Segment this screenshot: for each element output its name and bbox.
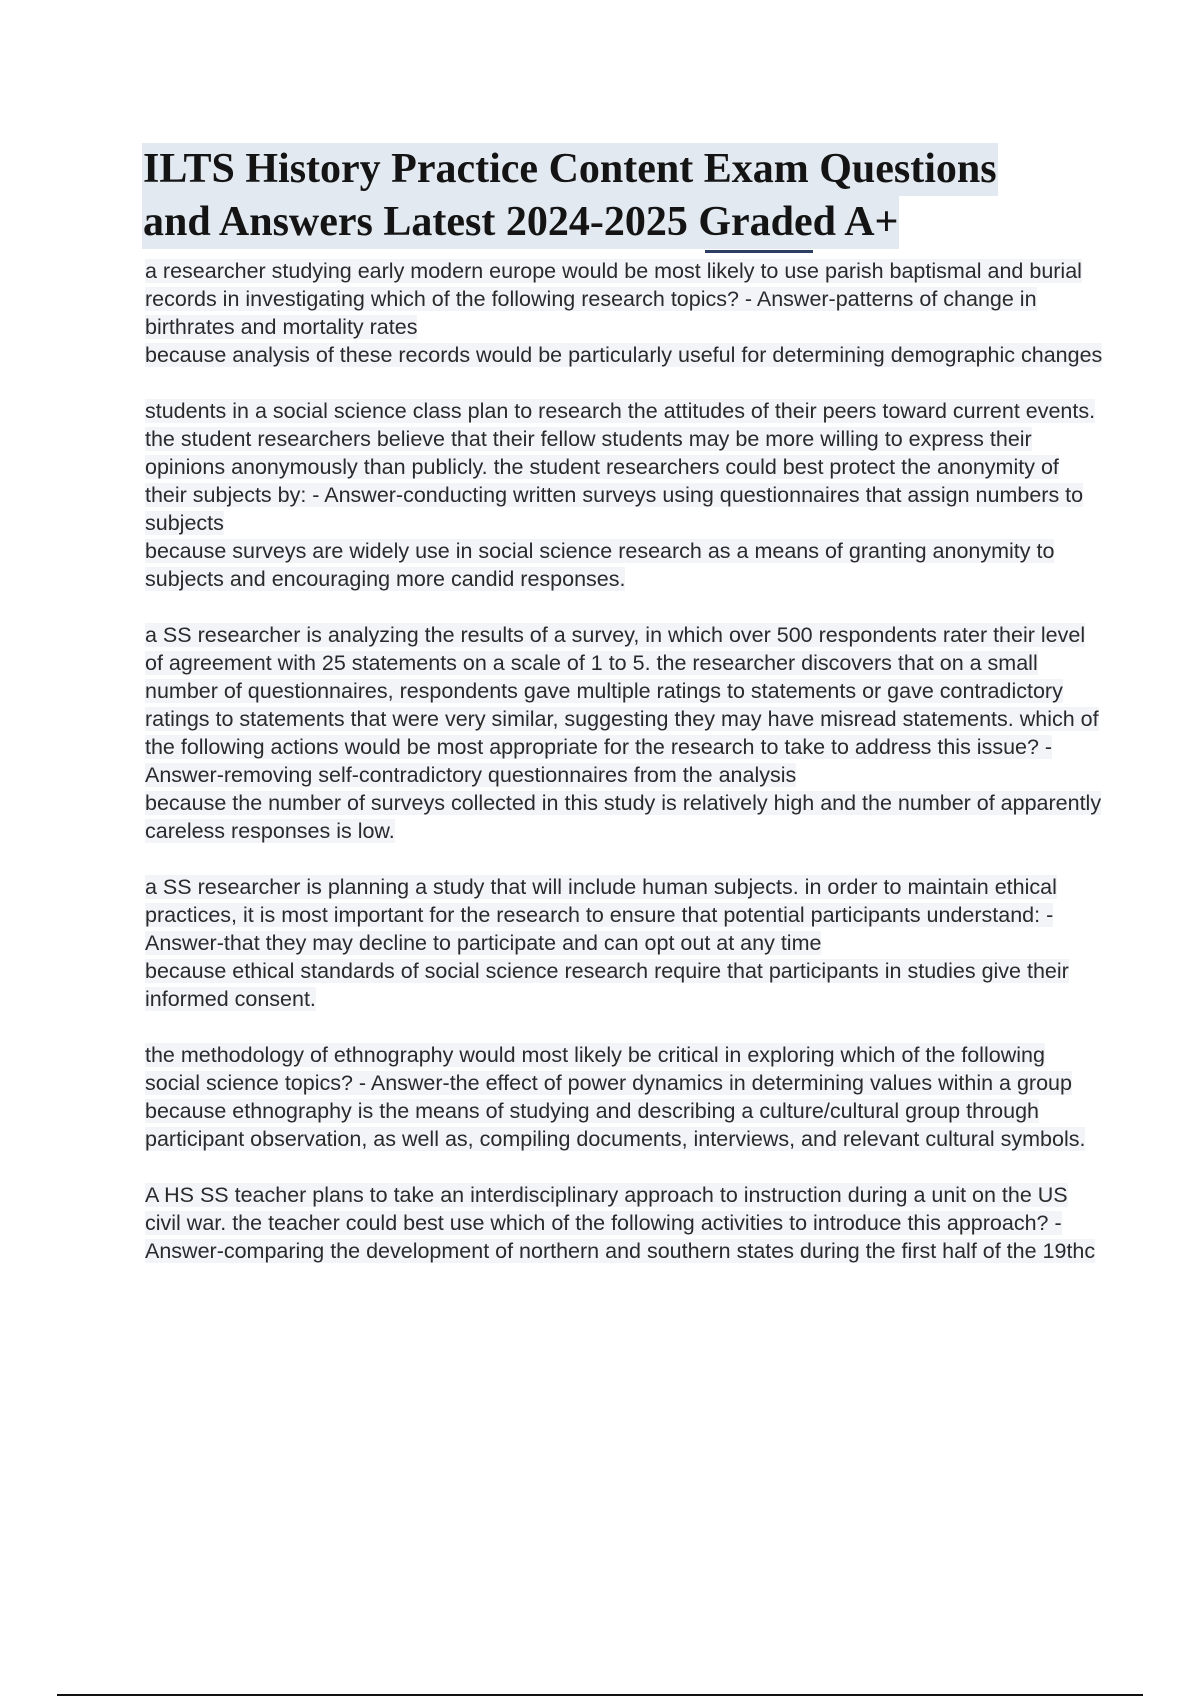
document-title — [142, 143, 1132, 249]
question-text: students in a social science class plan to research the attitudes of their peers toward current events. the student researchers believe that their fellow students may be more willing to express their opinions anonymously than publicly. the student researchers could best protect the anonymity of their subjects by: - Answer-conducting written surveys using questionnaires that assign numbers to subjects — [145, 399, 1096, 535]
question-text: a SS researcher is planning a study that will include human subjects. in order to maintain ethical practices, it is most important for the research to ensure that potential participants understand: - Answer-that they may decline to participate and can opt out at any time — [145, 875, 1057, 955]
qa-list — [145, 257, 1105, 1293]
question-text: a researcher studying early modern europe would be most likely to use parish baptismal and burial records in investigating which of the following research topics? - Answer-patterns of change in birthrates and mortality rates — [145, 259, 1082, 339]
qa-item — [145, 397, 1105, 593]
title-line-1: ILTS History Practice Content Exam Questions — [142, 143, 998, 196]
explanation-text: because ethical standards of social science research require that participants in studies give their informed consent. — [145, 959, 1069, 1011]
qa-item — [145, 257, 1105, 369]
question-text: a SS researcher is analyzing the results of a survey, in which over 500 respondents rater their level of agreement with 25 statements on a scale of 1 to 5. the researcher discovers that on a small number of questionnaires, respondents gave multiple ratings to statements or gave contradictory ratings to statements that were very similar, suggesting they may have misread statements. which of the following actions would be most appropriate for the research to take to address this issue? - Answer-removing self-contradictory questionnaires from the analysis — [145, 623, 1099, 787]
explanation-text: because the number of surveys collected in this study is relatively high and the number of apparently careless responses is low. — [145, 791, 1102, 843]
title-underline — [705, 250, 813, 253]
qa-item — [145, 1181, 1105, 1265]
question-text: A HS SS teacher plans to take an interdisciplinary approach to instruction during a unit on the US civil war. the teacher could best use which of the following activities to introduce this approach? - Answer-comparing the development of northern and southern states during the first half of the 19thc — [145, 1183, 1096, 1263]
footer-divider — [57, 1694, 1143, 1696]
title-line-2: and Answers Latest 2024-2025 Graded A+ — [142, 196, 899, 249]
explanation-text: because analysis of these records would be particularly useful for determining demographic changes — [145, 343, 1103, 367]
question-text: the methodology of ethnography would most likely be critical in exploring which of the following social science topics? - Answer-the effect of power dynamics in determining values within a group — [145, 1043, 1072, 1095]
explanation-text: because surveys are widely use in social science research as a means of granting anonymity to subjects and encouraging more candid responses. — [145, 539, 1055, 591]
qa-item — [145, 873, 1105, 1013]
qa-item — [145, 1041, 1105, 1153]
qa-item — [145, 621, 1105, 845]
explanation-text: because ethnography is the means of studying and describing a culture/cultural group through participant observation, as well as, compiling documents, interviews, and relevant cultural symbols. — [145, 1099, 1086, 1151]
